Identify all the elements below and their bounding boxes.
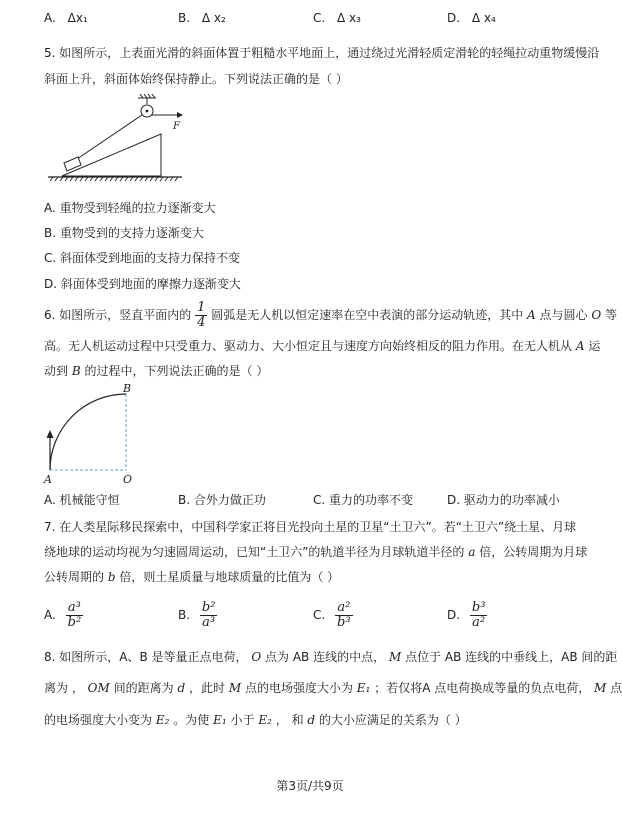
option-fraction — [66, 601, 84, 630]
point-b-label: B — [123, 382, 132, 395]
fraction-denominator: 4 — [197, 315, 206, 330]
option-text: Δ x₃ — [337, 11, 361, 25]
q5-incline-diagram — [44, 92, 194, 192]
q6-fraction — [195, 301, 207, 330]
q6-option-a: A. 机械能守恒 — [44, 493, 120, 507]
fraction-numerator: b² — [201, 600, 216, 615]
var-m: M — [228, 681, 242, 695]
q8-text: 。为使 — [173, 713, 210, 727]
q8-stem-line3 — [44, 711, 467, 728]
q8-text: 点位于 AB 连线的中垂线上，AB 间的距 — [405, 650, 618, 664]
var-o: O — [591, 308, 602, 322]
q6-arc-diagram — [40, 382, 150, 487]
q8-text: 8. 如图所示，A、B 是等量正点电荷， — [44, 650, 248, 664]
q6-text: 点与圆心 — [539, 308, 588, 322]
var-m: M — [594, 681, 607, 695]
q6-stem-line2 — [44, 337, 600, 354]
q5-stem-line2: 斜面上升，斜面体始终保持静止。下列说法正确的是（ ） — [44, 72, 348, 86]
var-b: b — [107, 570, 116, 584]
fraction-denominator: b³ — [337, 615, 351, 630]
var-e2: E₂ — [258, 713, 272, 727]
q7-option-c — [313, 598, 353, 632]
q5-stem-line1: 5. 如图所示，上表面光滑的斜面体置于粗糙水平地面上，通过绕过光滑轻质定滑轮的轻绳拉动重物缓慢沿 — [44, 46, 600, 60]
option-letter: D. — [447, 11, 461, 25]
fraction-denominator: b² — [67, 615, 82, 630]
q7-option-b — [178, 598, 217, 632]
var-b: B — [71, 364, 81, 378]
q4-option-b — [178, 11, 226, 25]
option-text: Δ x₂ — [201, 11, 226, 25]
var-a: a — [468, 545, 476, 559]
q4-option-d — [447, 11, 496, 25]
q7-stem-line1: 7. 在人类星际移民探索中，中国科学家正将目光投向土星的卫星“土卫六”。若“土卫六”绕土星、月球 — [44, 520, 577, 534]
option-letter: A. — [44, 11, 56, 25]
q6-text: 圆弧是无人机以恒定速率在空中表演的部分运动轨迹，其中 — [211, 308, 524, 322]
var-om: OM — [87, 681, 110, 695]
fraction-denominator: a² — [472, 615, 486, 630]
q8-text: ， 和 — [275, 713, 304, 727]
q4-option-a — [44, 11, 88, 25]
q6-option-c: C. 重力的功率不变 — [313, 493, 414, 507]
option-letter: D. — [447, 608, 461, 622]
q8-text: 离为 ， — [44, 681, 84, 695]
fraction-numerator: 1 — [197, 300, 206, 315]
option-letter: C. — [313, 608, 326, 622]
q7-text: 倍，则土星质量与地球质量的比值为（ ） — [119, 570, 340, 584]
q7-text: 公转周期的 — [44, 570, 105, 584]
q6-text: 高。无人机运动过程中只受重力、驱动力、大小恒定且与速度方向始终相反的阻力作用。在无人机从 — [44, 339, 573, 353]
q5-option-d: D. 斜面体受到地面的摩擦力逐渐变大 — [44, 277, 241, 291]
q7-option-d — [447, 598, 487, 632]
q7-stem-line2 — [44, 543, 587, 560]
q6-stem-line3 — [44, 362, 268, 379]
q8-text: 小于 — [230, 713, 255, 727]
force-label: F — [173, 121, 180, 132]
q8-stem-line1 — [44, 648, 617, 665]
var-o: O — [251, 650, 262, 664]
q6-stem-line1 — [44, 300, 617, 330]
var-a: A — [575, 339, 585, 353]
q8-text: 点的电场强度大小为 — [244, 681, 353, 695]
q6-option-d: D. 驱动力的功率减小 — [447, 493, 560, 507]
q6-text: 动到 — [44, 364, 69, 378]
q7-stem-line3 — [44, 568, 339, 585]
q6-prefix: 6. 如图所示，竖直平面内的 — [44, 308, 192, 322]
q6-text: 运 — [588, 339, 601, 353]
var-m: M — [388, 650, 402, 664]
q6-text: 等 — [605, 308, 618, 322]
point-a-label: A — [44, 473, 52, 486]
fraction-numerator: a³ — [66, 601, 84, 616]
option-letter: B. — [178, 608, 191, 622]
option-letter: A. — [44, 608, 56, 622]
q5-option-a: A. 重物受到轻绳的拉力逐渐变大 — [44, 201, 216, 215]
q8-text: ，此时 — [188, 681, 225, 695]
q7-text: 绕地球的运动均视为匀速圆周运动，已知“土卫六”的轨道半径为月球轨道半径的 — [44, 545, 465, 559]
var-d: d — [307, 713, 316, 727]
option-fraction — [335, 601, 353, 630]
option-fraction — [470, 601, 488, 630]
q5-option-c: C. 斜面体受到地面的支持力保持不变 — [44, 251, 241, 265]
q8-text: 点 — [610, 681, 622, 695]
q7-option-a — [44, 598, 83, 632]
q8-stem-line2 — [44, 679, 622, 696]
q4-option-c — [313, 11, 361, 25]
q8-text: 的电场强度大小变为 — [44, 713, 153, 727]
var-e1: E₁ — [213, 713, 227, 727]
var-e2: E₂ — [155, 713, 170, 727]
q6-text: 的过程中，下列说法正确的是（ ） — [84, 364, 269, 378]
q5-option-b: B. 重物受到的支持力逐渐变大 — [44, 226, 204, 240]
option-text: Δ x₄ — [471, 11, 496, 25]
var-d: d — [177, 681, 186, 695]
fraction-denominator: a³ — [202, 615, 216, 630]
option-letter: C. — [313, 11, 326, 25]
var-e1: E₁ — [356, 681, 371, 695]
page-number-footer: 第3页/共9页 — [276, 779, 344, 793]
q8-text: ；若仅将A 点电荷换成等量的负点电荷， — [374, 681, 591, 695]
q7-text: 倍，公转周期为月球 — [479, 545, 588, 559]
fraction-numerator: a² — [335, 601, 353, 616]
q6-option-b: B. 合外力做正功 — [178, 493, 266, 507]
fraction-numerator: b³ — [471, 600, 486, 615]
var-a: A — [527, 308, 536, 322]
q8-text: 的大小应满足的关系为（ ） — [318, 713, 467, 727]
option-letter: B. — [178, 11, 191, 25]
option-fraction — [200, 601, 218, 630]
q8-text: 间的距离为 — [113, 681, 174, 695]
option-text: Δx₁ — [67, 11, 88, 25]
q8-text: 点为 AB 连线的中点， — [265, 650, 386, 664]
point-o-label: O — [123, 473, 133, 486]
